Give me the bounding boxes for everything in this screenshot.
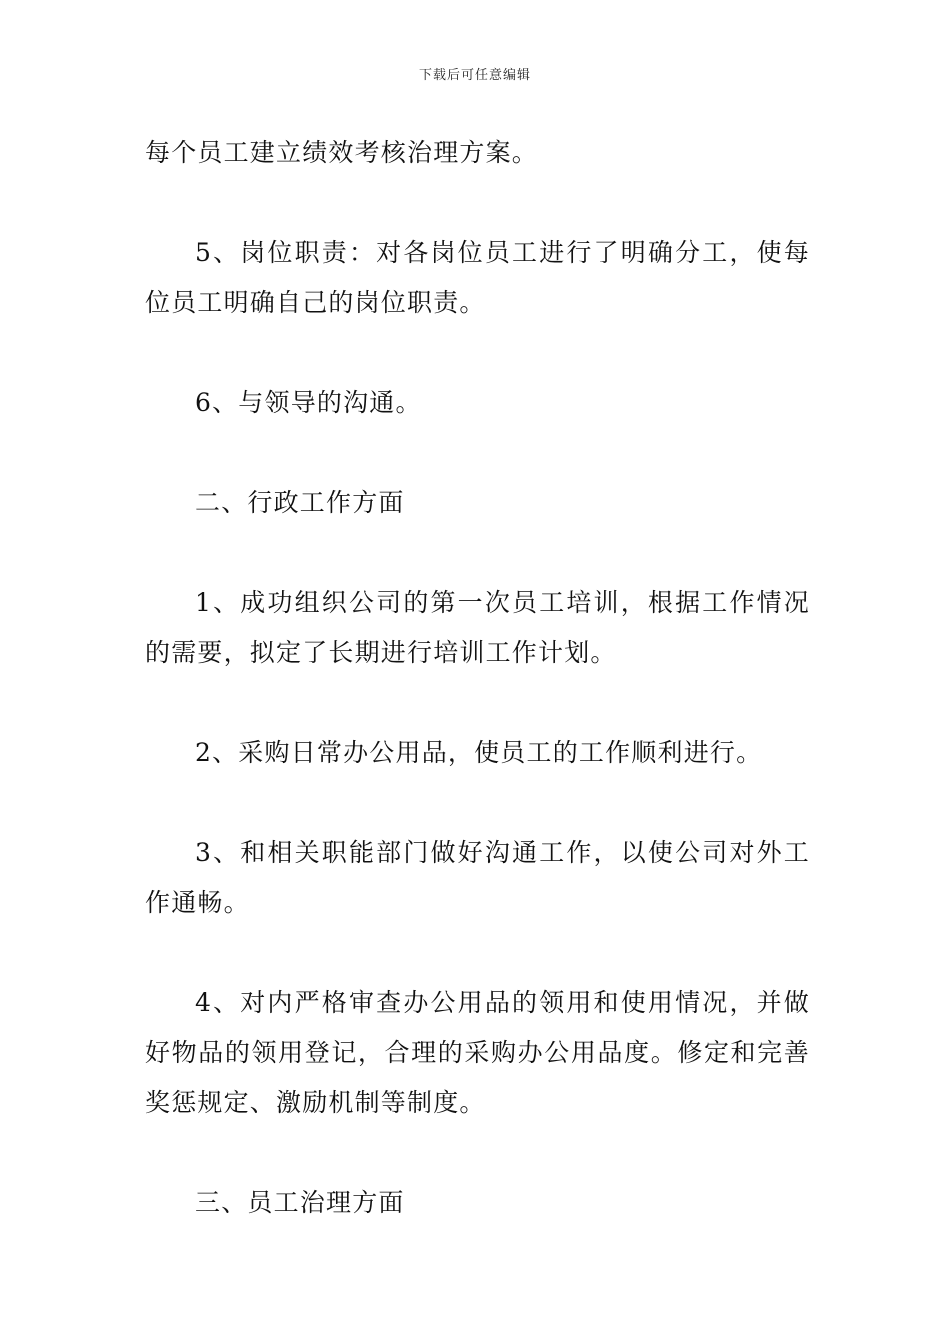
section-heading-administration: 二、行政工作方面 xyxy=(195,488,405,517)
paragraph-continuation: 每个员工建立绩效考核治理方案。 xyxy=(145,138,539,167)
section-heading-staff-management: 三、员工治理方面 xyxy=(195,1188,405,1217)
paragraph-item-6-leader-communication: 6、与领导的沟通。 xyxy=(195,388,422,417)
paragraph-item-3-communication: 3、和相关职能部门做好沟通工作，以使公司对外工作通畅。 xyxy=(145,838,810,917)
paragraph-item-5-job-duties: 5、岗位职责：对各岗位员工进行了明确分工，使每位员工明确自己的岗位职责。 xyxy=(145,238,810,317)
document-body xyxy=(145,128,810,1278)
paragraph-item-2-procurement: 2、采购日常办公用品，使员工的工作顺利进行。 xyxy=(195,738,763,767)
paragraph-item-1-training: 1、成功组织公司的第一次员工培训，根据工作情况的需要，拟定了长期进行培训工作计划。 xyxy=(145,588,810,667)
paragraph-item-4-supplies-review: 4、对内严格审查办公用品的领用和使用情况，并做好物品的领用登记，合理的采购办公用品度。修定和完善奖惩规定、激励机制等制度。 xyxy=(145,988,810,1117)
page-header: 下载后可任意编辑 xyxy=(418,68,531,83)
